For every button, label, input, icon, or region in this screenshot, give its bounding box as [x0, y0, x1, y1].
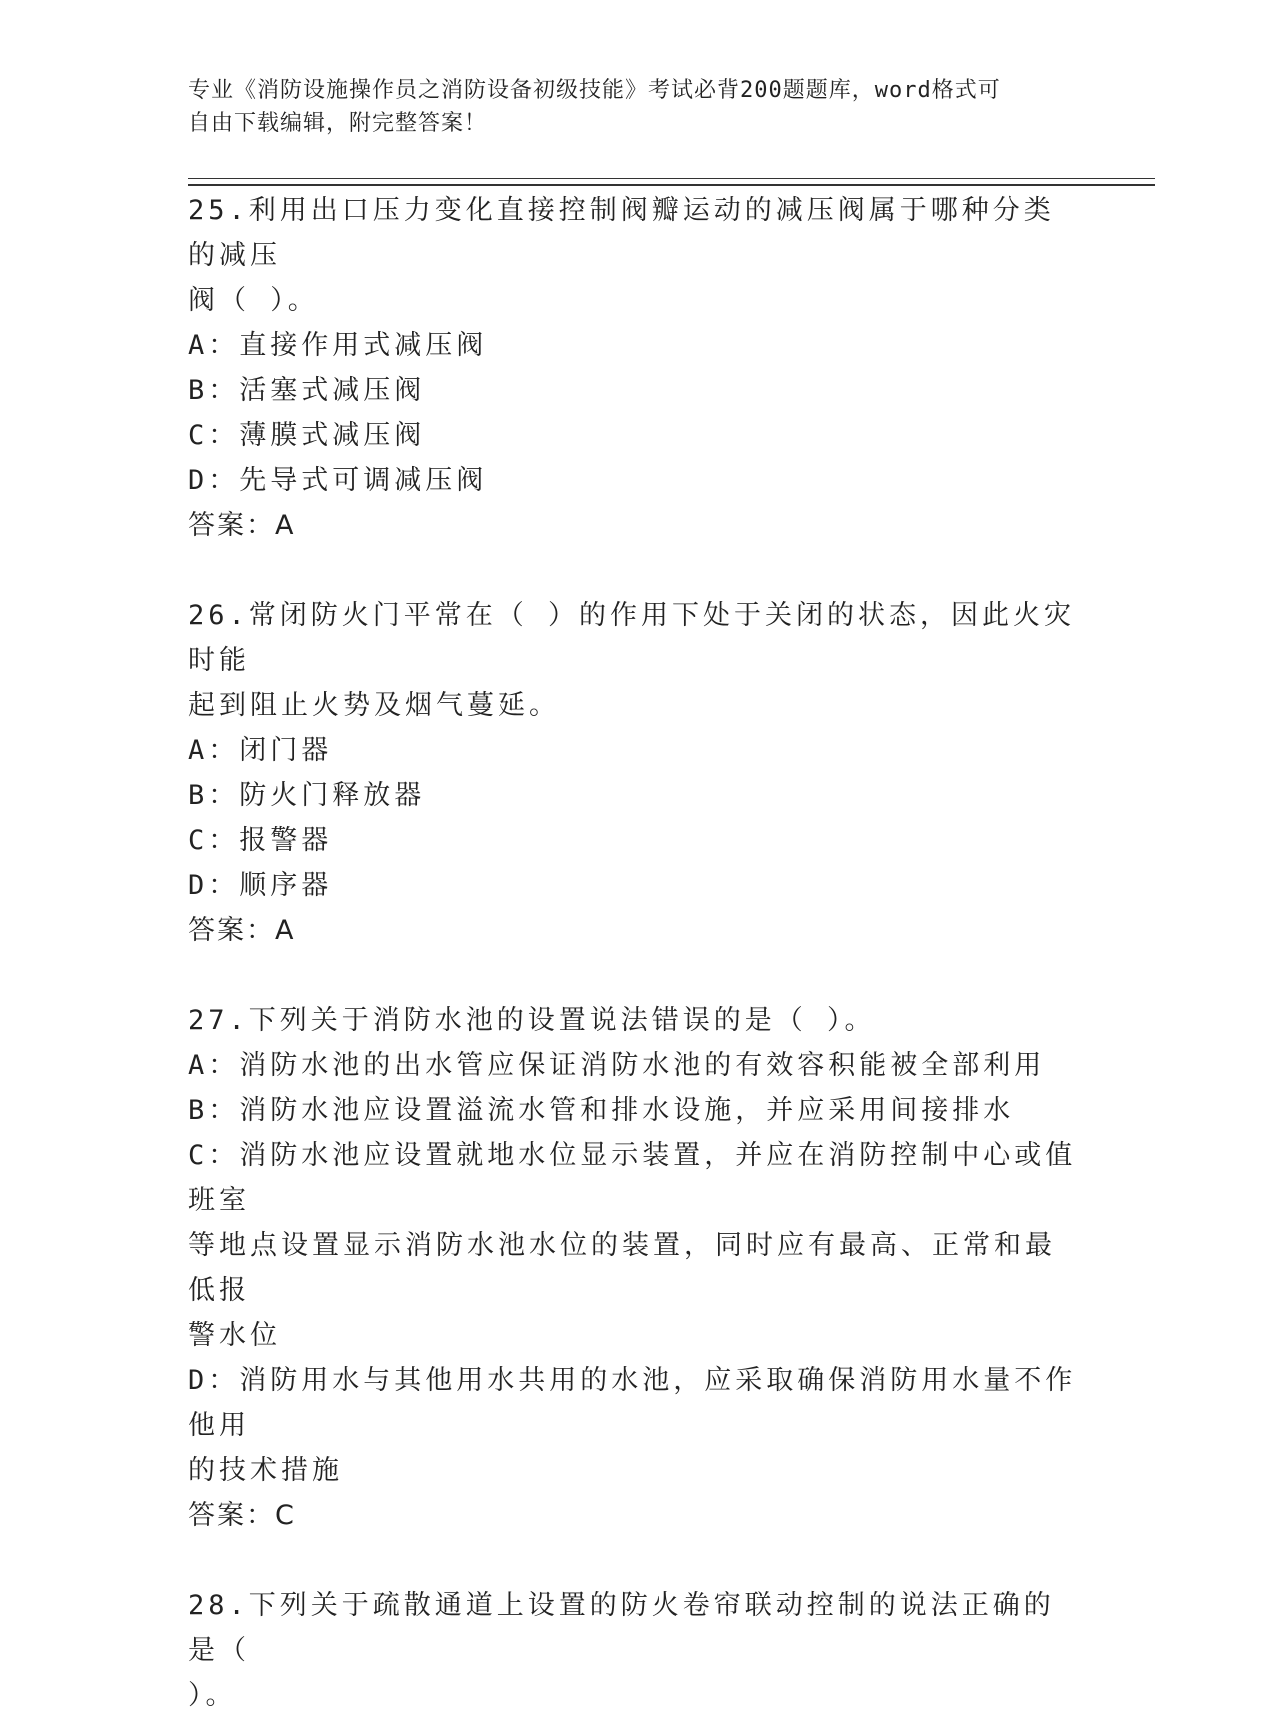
question-25 — [188, 188, 1078, 548]
question-stem: 27.下列关于消防水池的设置说法错误的是（ ）。 — [188, 1005, 876, 1036]
option-d: D：顺序器 — [188, 870, 333, 901]
option-c-continued: 警水位 — [188, 1320, 281, 1351]
question-stem: 起到阻止火势及烟气蔓延。 — [188, 690, 560, 721]
option-a: A：消防水池的出水管应保证消防水池的有效容积能被全部利用 — [188, 1050, 1046, 1081]
header-line-2: 自由下载编辑，附完整答案！ — [188, 111, 488, 136]
option-d-continued: 的技术措施 — [188, 1455, 343, 1486]
option-c: C：消防水池应设置就地水位显示装置，并应在消防控制中心或值班室 — [188, 1140, 1077, 1216]
answer: 答案：A — [188, 915, 296, 946]
option-d: D：先导式可调减压阀 — [188, 465, 488, 496]
question-stem: 25.利用出口压力变化直接控制阀瓣运动的减压阀属于哪种分类的减压 — [188, 195, 1055, 271]
answer: 答案：A — [188, 510, 296, 541]
question-26 — [188, 593, 1078, 953]
option-b: B：防火门释放器 — [188, 780, 426, 811]
question-stem: 26.常闭防火门平常在（ ）的作用下处于关闭的状态，因此火灾时能 — [188, 600, 1076, 676]
option-c-continued: 等地点设置显示消防水池水位的装置，同时应有最高、正常和最低报 — [188, 1230, 1056, 1306]
answer: 答案：C — [188, 1500, 296, 1531]
option-d: D：消防用水与其他用水共用的水池，应采取确保消防用水量不作他用 — [188, 1365, 1077, 1441]
option-c: C：报警器 — [188, 825, 333, 856]
question-27 — [188, 998, 1078, 1538]
question-stem: ）。 — [188, 1680, 237, 1711]
option-b: B：活塞式减压阀 — [188, 375, 426, 406]
question-list — [188, 188, 1078, 1718]
document-header — [188, 74, 1068, 140]
header-divider-thick — [188, 184, 1155, 186]
option-c: C：薄膜式减压阀 — [188, 420, 426, 451]
header-divider-thin — [188, 178, 1155, 179]
question-stem: 28.下列关于疏散通道上设置的防火卷帘联动控制的说法正确的是（ — [188, 1590, 1055, 1666]
option-a: A：直接作用式减压阀 — [188, 330, 488, 361]
header-line-1: 专业《消防设施操作员之消防设备初级技能》考试必背200题题库，word格式可 — [188, 78, 1001, 103]
option-b: B：消防水池应设置溢流水管和排水设施，并应采用间接排水 — [188, 1095, 1015, 1126]
question-stem: 阀（ ）。 — [188, 285, 319, 316]
option-a: A：闭门器 — [188, 735, 333, 766]
question-28 — [188, 1583, 1078, 1718]
